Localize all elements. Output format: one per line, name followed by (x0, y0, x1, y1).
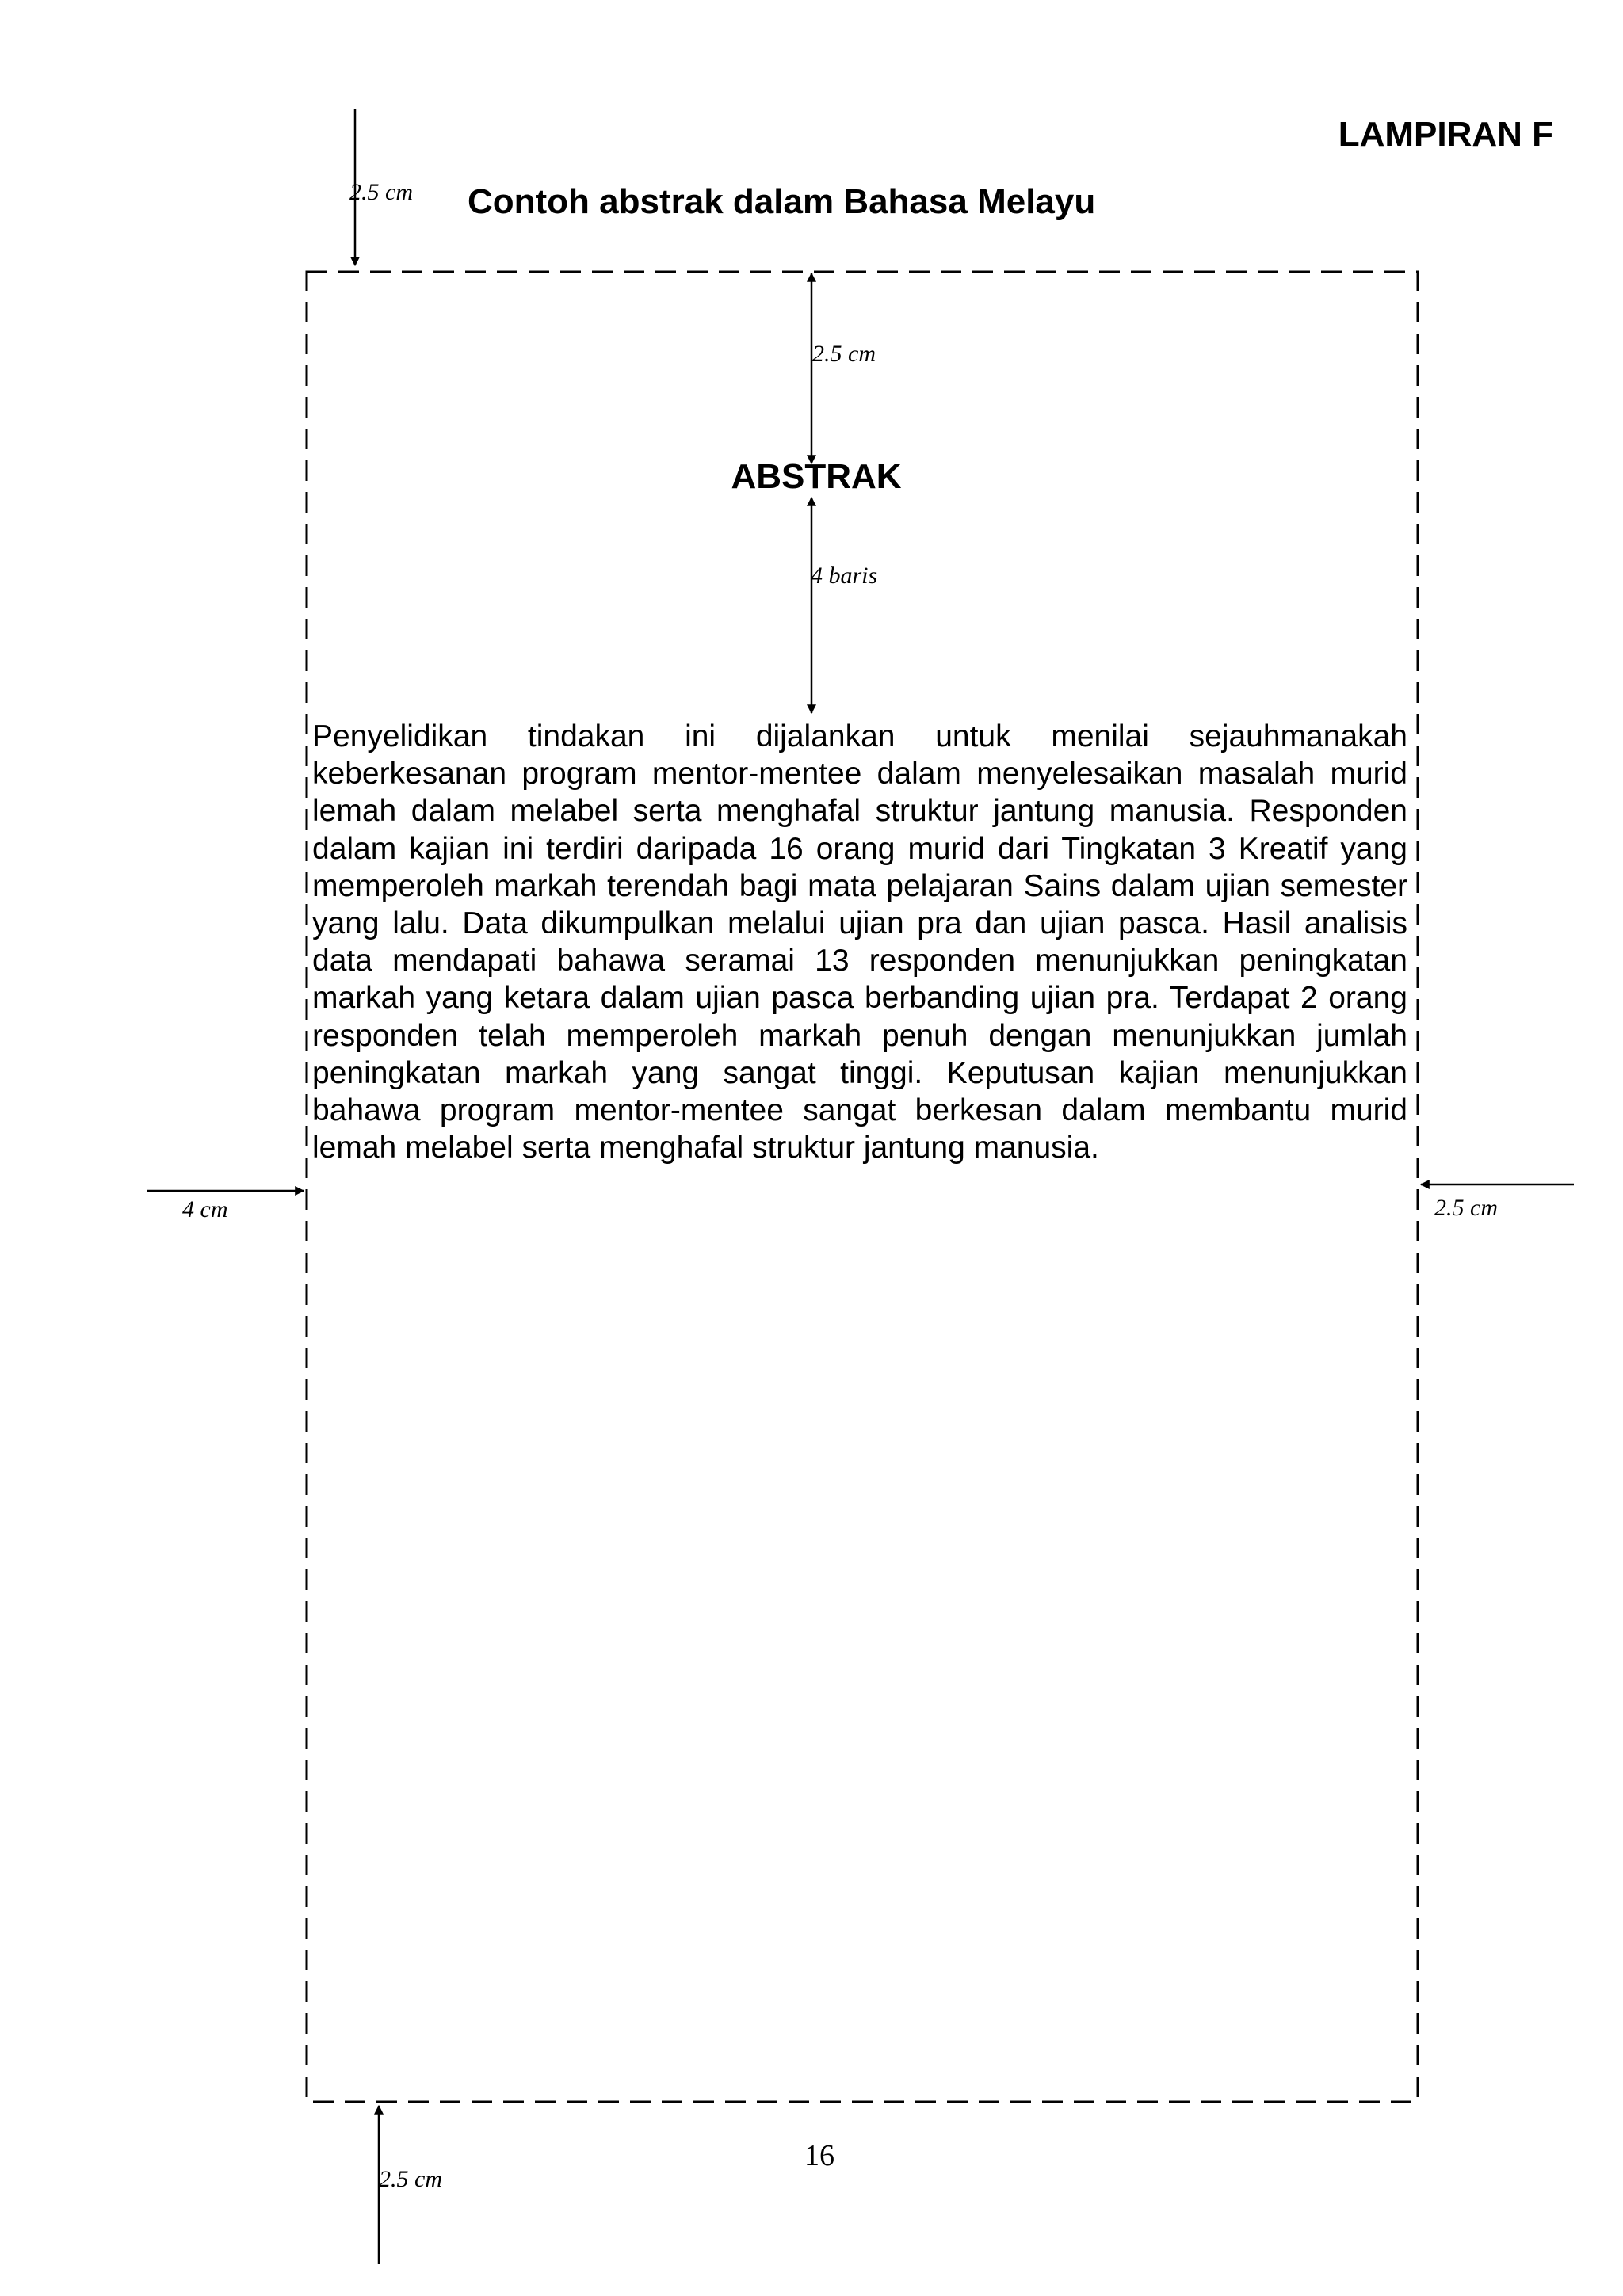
appendix-label: LAMPIRAN F (1338, 115, 1553, 154)
page-title: Contoh abstrak dalam Bahasa Melayu (468, 182, 1096, 221)
left-margin-label: 4 cm (182, 1196, 228, 1222)
page-number: 16 (804, 2139, 834, 2172)
heading-gap-label: 4 baris (811, 563, 878, 589)
top-inner-margin-label: 2.5 cm (812, 341, 876, 367)
abstract-heading: ABSTRAK (731, 457, 902, 496)
top-outer-margin-label: 2.5 cm (349, 179, 413, 205)
abstract-body: Penyelidikan tindakan ini dijalankan untuk menilai sejauhmanakah keberkesanan program mentor-mentee dalam menyelesaikan masalah murid lemah dalam melabel serta menghafal struktur jantung manusia. Responden dalam kajian ini terdiri daripada 16 orang murid dari Tingkatan 3 Kreatif yang memperoleh markah terendah bagi mata pelajaran Sains dalam ujian semester yang lalu. Data dikumpulkan melalui ujian pra dan ujian pasca. Hasil analisis data mendapati bahawa seramai 13 responden menunjukkan peningkatan markah yang ketara dalam ujian pasca berbanding ujian pra. Terdapat 2 orang responden telah memperoleh markah penuh dengan menunjukkan jumlah peningkatan markah yang sangat tinggi. Keputusan kajian menunjukkan bahawa program mentor-mentee sangat berkesan dalam membantu murid lemah melabel serta menghafal struktur jantung manusia. (312, 719, 1407, 1165)
bottom-margin-label: 2.5 cm (379, 2166, 442, 2192)
right-margin-label: 2.5 cm (1434, 1195, 1498, 1221)
text-area-frame (307, 272, 1418, 2102)
